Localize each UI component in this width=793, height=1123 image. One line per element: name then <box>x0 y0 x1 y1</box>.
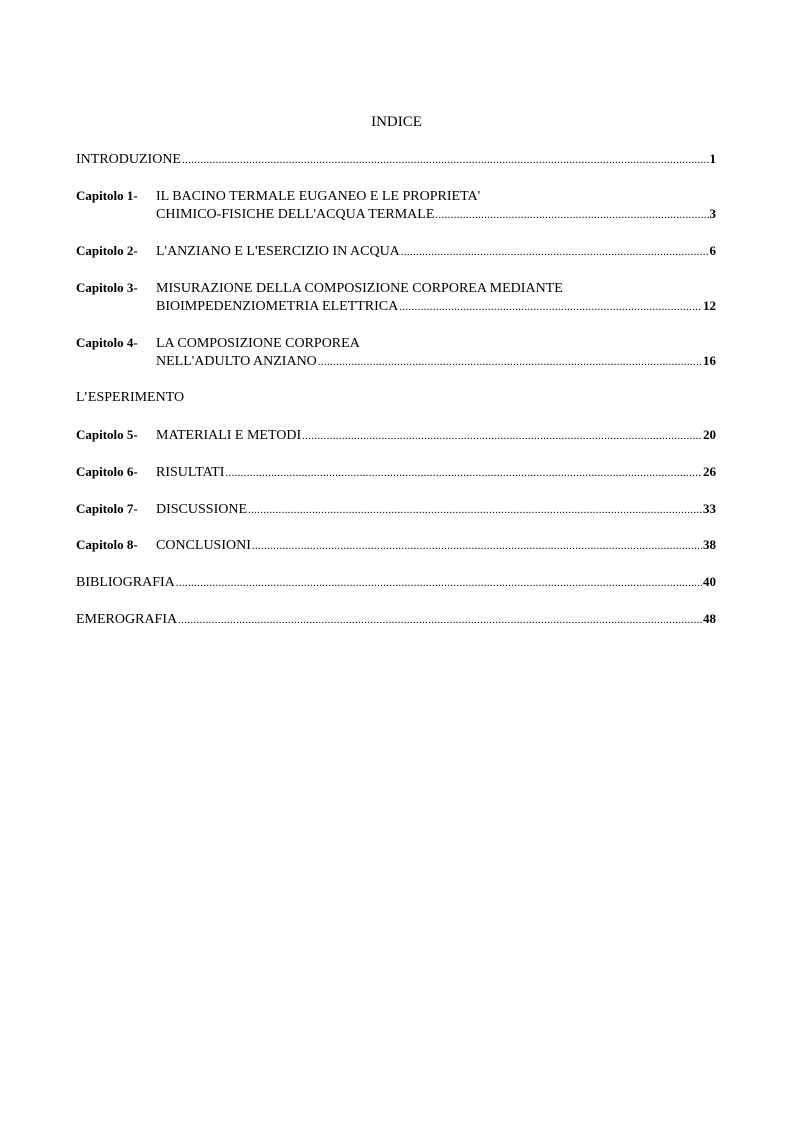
toc-entry-title: CONCLUSIONI <box>156 538 251 553</box>
toc-page-number: 40 <box>703 574 716 589</box>
toc-entry-title-line1: MISURAZIONE DELLA COMPOSIZIONE CORPOREA MEDIANTE <box>156 281 563 296</box>
toc-entry-title-line2: CHIMICO-FISICHE DELL'ACQUA TERMALE <box>156 207 435 222</box>
toc-entry-title-line1: IL BACINO TERMALE EUGANEO E LE PROPRIETA' <box>156 189 481 204</box>
chapter-label: Capitolo 7- <box>76 501 138 516</box>
toc-entry-title: BIBLIOGRAFIA <box>76 575 175 590</box>
toc-page-number: 6 <box>709 243 716 258</box>
toc-page-number: 33 <box>703 501 716 516</box>
toc-entry-emerografia[interactable] <box>76 610 716 628</box>
chapter-label: Capitolo 5- <box>76 427 138 442</box>
chapter-label: Capitolo 4- <box>76 335 138 350</box>
toc-entry-title: DISCUSSIONE <box>156 502 248 517</box>
dot-leader <box>182 151 709 169</box>
toc-entry-capitolo-2[interactable] <box>76 242 716 260</box>
dot-leader <box>399 298 702 316</box>
chapter-label: Capitolo 2- <box>76 243 138 258</box>
dot-leader <box>248 501 702 519</box>
toc-page-number: 3 <box>709 206 716 221</box>
dot-leader <box>318 353 702 371</box>
section-heading: L’ESPERIMENTO <box>76 390 185 405</box>
toc-entry-title: EMEROGRAFIA <box>76 612 178 627</box>
dot-leader <box>302 427 702 445</box>
dot-leader <box>176 574 702 592</box>
dot-leader <box>252 537 702 555</box>
toc-entry-capitolo-4[interactable] <box>76 334 716 370</box>
toc-entry-capitolo-5[interactable] <box>76 426 716 444</box>
toc-entry-capitolo-3[interactable] <box>76 279 716 315</box>
chapter-label: Capitolo 8- <box>76 537 138 552</box>
toc-entry-title: INTRODUZIONE <box>76 152 181 167</box>
chapter-label: Capitolo 6- <box>76 464 138 479</box>
chapter-label: Capitolo 1- <box>76 188 138 203</box>
toc-entry-title: RISULTATI <box>156 465 225 480</box>
dot-leader <box>178 611 702 629</box>
toc-entry-capitolo-6[interactable] <box>76 463 716 481</box>
toc-entry-capitolo-7[interactable] <box>76 500 716 518</box>
dot-leader <box>435 206 708 224</box>
toc-entry-title-line1: LA COMPOSIZIONE CORPOREA <box>156 336 360 351</box>
toc-page-number: 20 <box>703 427 716 442</box>
toc-page-number: 38 <box>703 537 716 552</box>
toc-entry-capitolo-1[interactable] <box>76 187 716 223</box>
toc-page-number: 48 <box>703 611 716 626</box>
toc-entry-introduzione[interactable] <box>76 150 716 168</box>
dot-leader <box>401 243 709 261</box>
chapter-label: Capitolo 3- <box>76 280 138 295</box>
toc-page-number: 26 <box>703 464 716 479</box>
toc-page-number: 16 <box>703 353 716 368</box>
toc-entry-title: L'ANZIANO E L'ESERCIZIO IN ACQUA <box>156 244 400 259</box>
toc-entry-title: MATERIALI E METODI <box>156 428 302 443</box>
dot-leader <box>225 464 702 482</box>
toc-page-number: 1 <box>709 151 716 166</box>
toc-entry-title-line2: NELL'ADULTO ANZIANO <box>156 354 317 369</box>
toc-page-number: 12 <box>703 298 716 313</box>
page-title: INDICE <box>371 114 422 130</box>
toc-entry-bibliografia[interactable] <box>76 573 716 591</box>
toc-entry-capitolo-8[interactable] <box>76 536 716 554</box>
toc-entry-title-line2: BIOIMPEDENZIOMETRIA ELETTRICA <box>156 299 399 314</box>
